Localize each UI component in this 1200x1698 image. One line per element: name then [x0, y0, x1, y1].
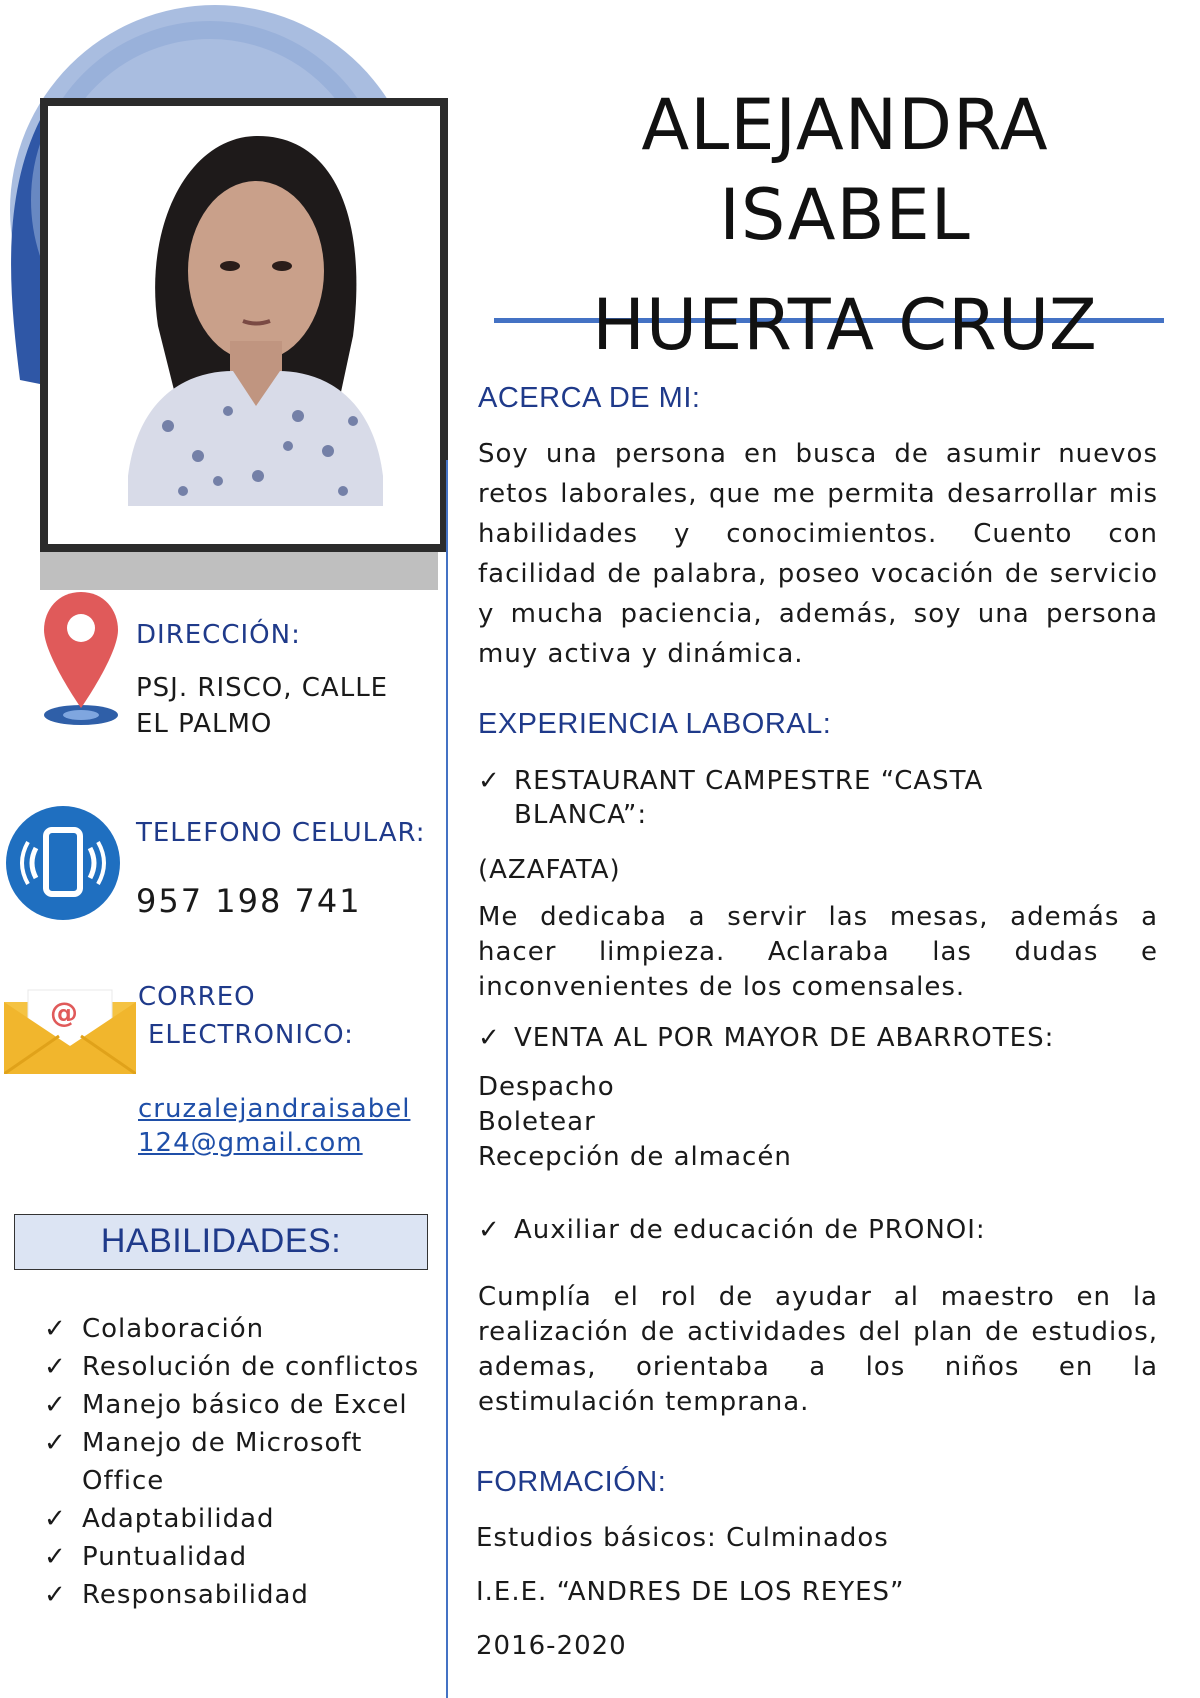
location-pin-icon	[42, 590, 120, 730]
job1-desc: Me dedicaba a servir las mesas, además a hacer limpieza. Aclaraba las dudas e inconvenientes de los comensales.	[478, 902, 1158, 1002]
job3-desc: Cumplía el rol de ayudar al maestro en la realización de actividades del plan de estudios, ademas, orientaba a los niños en la estimulación temprana.	[478, 1282, 1158, 1417]
email-icon-at: @	[50, 996, 78, 1029]
skill-item: ✓ Adaptabilidad	[44, 1500, 434, 1538]
checkmark-icon: ✓	[478, 1023, 501, 1053]
job2-task: Despacho	[478, 1072, 615, 1102]
checkmark-icon: ✓	[44, 1504, 67, 1534]
phone-value: 957 198 741	[136, 882, 362, 920]
checkmark-icon: ✓	[44, 1542, 67, 1572]
skill-item: ✓ Puntualidad	[44, 1538, 434, 1576]
address-label: DIRECCIÓN:	[136, 620, 301, 650]
about-text: Soy una persona en busca de asumir nuevos retos laborales, que me permita desarrollar mis habilidades y conocimientos. Cuento con facilidad de palabra, poseo vocación de servicio y mucha paciencia, además, soy una persona muy activa y dinámica.	[478, 439, 1158, 669]
job3-title-text: Auxiliar de educación de PRONOI:	[514, 1215, 986, 1245]
skill-item: ✓ Manejo de Microsoft Office	[44, 1424, 434, 1500]
checkmark-icon: ✓	[478, 1215, 501, 1245]
checkmark-icon: ✓	[44, 1314, 67, 1344]
education-school: I.E.E. “ANDRES DE LOS REYES”	[476, 1577, 905, 1607]
email-link-line-1: cruzalejandraisabel	[138, 1094, 411, 1124]
job2-task: Boletear	[478, 1107, 596, 1137]
skills-title: HABILIDADES:	[100, 1222, 342, 1260]
checkmark-icon: ✓	[44, 1428, 67, 1458]
address-line-1: PSJ. RISCO, CALLE	[136, 673, 389, 703]
mobile-phone-icon	[6, 806, 120, 920]
job2-title-text: VENTA AL POR MAYOR DE ABARROTES:	[514, 1023, 1055, 1053]
address-line-2: EL PALMO	[136, 709, 273, 739]
email-link-line-2: 124@gmail.com	[138, 1128, 363, 1158]
checkmark-icon: ✓	[44, 1390, 67, 1420]
job3-title	[478, 1210, 1158, 1250]
column-divider	[446, 460, 448, 1698]
job2-title	[478, 1018, 1158, 1058]
about-title: ACERCA DE MI:	[478, 382, 701, 414]
job1-role: (AZAFATA)	[478, 855, 621, 885]
skills-list	[44, 1310, 434, 1614]
education-years: 2016-2020	[476, 1631, 627, 1661]
skill-item: ✓ Resolución de conflictos	[44, 1348, 434, 1386]
name-last: HUERTA CRUZ	[592, 284, 1098, 366]
photo-frame	[40, 98, 448, 552]
name-first: ALEJANDRA	[641, 84, 1049, 166]
education-title: FORMACIÓN:	[476, 1466, 667, 1498]
email-label-2: ELECTRONICO:	[148, 1020, 354, 1050]
skill-item: ✓ Colaboración	[44, 1310, 434, 1348]
email-label-1: CORREO	[138, 982, 256, 1012]
job1-title-text: RESTAURANT CAMPESTRE “CASTA BLANCA”:	[514, 766, 984, 830]
email-link[interactable]	[138, 1092, 410, 1160]
phone-label: TELEFONO CELULAR:	[136, 818, 426, 848]
name-middle: ISABEL	[719, 174, 971, 256]
checkmark-icon: ✓	[44, 1580, 67, 1610]
skill-item: ✓ Manejo básico de Excel	[44, 1386, 434, 1424]
profile-photo	[48, 106, 440, 544]
job2-task: Recepción de almacén	[478, 1142, 792, 1172]
checkmark-icon: ✓	[44, 1352, 67, 1382]
education-level: Estudios básicos: Culminados	[476, 1523, 889, 1553]
job1-title	[478, 764, 1038, 832]
skill-item: ✓ Responsabilidad	[44, 1576, 434, 1614]
checkmark-icon: ✓	[478, 766, 501, 796]
experience-title: EXPERIENCIA LABORAL:	[478, 708, 832, 740]
